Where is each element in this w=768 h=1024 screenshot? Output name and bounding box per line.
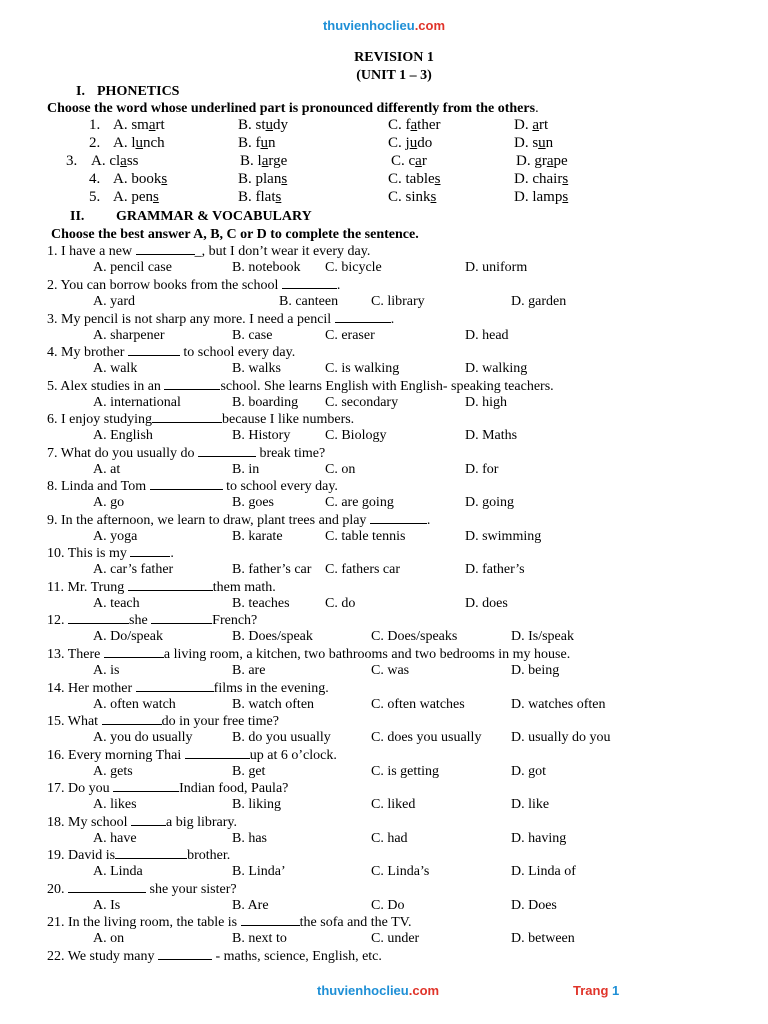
answer-option-c[interactable]: C. do: [325, 596, 356, 611]
question-text: [47, 681, 329, 697]
question-fragment: brother.: [187, 848, 231, 863]
section-grammar-heading: GRAMMAR & VOCABULARY: [116, 209, 312, 224]
answer-option-d[interactable]: D. Maths: [465, 428, 518, 443]
question-fragment: break time?: [256, 446, 326, 461]
question-fragment: a big library.: [166, 815, 238, 830]
question-text: [47, 815, 237, 831]
answer-blank[interactable]: [164, 379, 220, 390]
underlined-letters: s: [153, 189, 159, 205]
question-text: [47, 244, 370, 260]
answer-option-d[interactable]: D. going: [465, 495, 514, 510]
question-fragment: 22. We study many: [47, 949, 158, 964]
underlined-letters: s: [161, 171, 168, 187]
answer-option-a[interactable]: A. likes: [93, 797, 137, 812]
phonetics-option[interactable]: [238, 135, 276, 152]
option-text: D. gr: [516, 153, 547, 169]
option-text: pe: [553, 153, 568, 169]
underlined-letters: s: [562, 189, 569, 205]
question-fragment: to school every day.: [222, 479, 338, 494]
answer-blank[interactable]: [152, 412, 222, 423]
question-text: [47, 546, 174, 562]
footer-site[interactable]: [317, 983, 439, 998]
answer-option-b[interactable]: B. are: [232, 663, 266, 678]
option-text: B. flat: [238, 189, 276, 205]
question-fragment: up at 6 o’clock.: [249, 748, 337, 763]
option-text: r: [421, 153, 427, 169]
answer-blank[interactable]: [198, 446, 256, 457]
answer-option-a[interactable]: A. car’s father: [93, 562, 174, 577]
answer-option-a[interactable]: A. have: [93, 831, 137, 846]
underlined-letters: a: [532, 117, 540, 133]
answer-option-c[interactable]: C. are going: [325, 495, 394, 510]
answer-option-b[interactable]: B. boarding: [232, 395, 299, 410]
option-text: do: [417, 135, 433, 151]
underlined-letters: s: [275, 189, 282, 205]
question-text: [47, 513, 430, 529]
answer-option-b[interactable]: B. notebook: [232, 260, 301, 275]
underlined-letters: u: [265, 117, 274, 133]
option-text: D. lamp: [514, 189, 563, 205]
answer-blank[interactable]: [102, 714, 162, 725]
answer-option-a[interactable]: A. Is: [93, 898, 121, 913]
answer-blank[interactable]: [241, 915, 300, 926]
answer-option-b[interactable]: B. teaches: [232, 596, 290, 611]
answer-option-a[interactable]: A. sharpener: [93, 328, 165, 343]
answer-option-d[interactable]: D. being: [511, 663, 560, 678]
underlined-letters: u: [260, 135, 268, 151]
answer-option-d[interactable]: D. usually do you: [511, 730, 611, 745]
answer-blank[interactable]: [136, 244, 195, 255]
answer-option-a[interactable]: A. Do/speak: [93, 629, 163, 644]
phonetics-option[interactable]: [388, 171, 441, 188]
answer-option-c[interactable]: C. Does/speaks: [371, 629, 458, 644]
answer-option-a[interactable]: A. you do usually: [93, 730, 193, 745]
answer-option-c[interactable]: C. is walking: [325, 361, 400, 376]
option-text: nch: [143, 135, 165, 151]
answer-option-b[interactable]: B. karate: [232, 529, 283, 544]
answer-option-a[interactable]: A. Linda: [93, 864, 143, 879]
answer-blank[interactable]: [68, 882, 146, 893]
option-text: A. book: [113, 171, 162, 187]
answer-option-a[interactable]: A. pencil case: [93, 260, 172, 275]
question-fragment: 6. I enjoy studying: [47, 412, 152, 427]
answer-option-c[interactable]: C. Do: [371, 898, 405, 913]
answer-option-c[interactable]: C. table tennis: [325, 529, 406, 544]
answer-option-b[interactable]: B. watch often: [232, 697, 315, 712]
underlined-letters: a: [261, 153, 269, 169]
answer-option-a[interactable]: A. on: [93, 931, 125, 946]
question-text: [47, 714, 279, 730]
underlined-letters: a: [120, 153, 127, 169]
answer-option-c[interactable]: C. Biology: [325, 428, 387, 443]
question-fragment: 9. In the afternoon, we learn to draw, plant trees and play: [47, 513, 370, 528]
answer-option-b[interactable]: B. liking: [232, 797, 282, 812]
question-text: [47, 949, 382, 965]
phonetics-instruction: [47, 101, 539, 117]
question-text: [47, 647, 570, 663]
answer-option-c[interactable]: C. on: [325, 462, 356, 477]
site-name: thuvienhoclieu: [322, 18, 415, 33]
question-fragment: 5. Alex studies in an: [47, 379, 165, 394]
answer-option-b[interactable]: B. do you usually: [232, 730, 331, 745]
answer-option-a[interactable]: A. at: [93, 462, 121, 477]
section-phonetics-number: I.: [76, 84, 85, 99]
answer-option-d[interactable]: D. Does: [511, 898, 557, 913]
option-text: B. f: [238, 135, 261, 151]
question-text: [47, 345, 295, 361]
answer-option-b[interactable]: B. Linda’: [232, 864, 286, 879]
phonetics-item-number: 3.: [66, 153, 78, 169]
phonetics-option[interactable]: [238, 189, 281, 206]
phonetics-option[interactable]: [514, 135, 553, 152]
option-text: n: [268, 135, 276, 151]
phonetics-option[interactable]: [388, 189, 436, 206]
answer-option-a[interactable]: A. gets: [93, 764, 133, 779]
question-fragment: she: [129, 613, 152, 628]
answer-blank[interactable]: [68, 613, 129, 624]
option-text: C. sink: [388, 189, 431, 205]
option-text: B. l: [240, 153, 262, 169]
answer-option-d[interactable]: D. having: [511, 831, 567, 846]
question-text: [47, 748, 337, 764]
option-text: C. j: [388, 135, 410, 151]
question-fragment: she your sister?: [146, 882, 237, 897]
answer-option-d[interactable]: D. between: [511, 931, 575, 946]
answer-option-a[interactable]: A. is: [93, 663, 120, 678]
option-text: ther: [417, 117, 441, 133]
question-fragment: to school every day.: [179, 345, 296, 360]
site-tld: .com: [414, 18, 446, 33]
answer-option-a[interactable]: A. yard: [93, 294, 135, 309]
underlined-letters: s: [281, 171, 288, 187]
phonetics-option[interactable]: [113, 117, 165, 134]
option-text: B. plan: [238, 171, 282, 187]
answer-option-c[interactable]: C. often watches: [371, 697, 465, 712]
answer-option-b[interactable]: B. case: [232, 328, 273, 343]
phonetics-option[interactable]: [391, 153, 427, 170]
question-fragment: 3. My pencil is not sharp any more. I need a pencil: [47, 312, 335, 327]
phonetics-instruction-text: Choose the word whose underlined part is pronounced differently from the others: [47, 101, 536, 116]
answer-option-d[interactable]: D. does: [465, 596, 508, 611]
answer-option-b[interactable]: B. walks: [232, 361, 281, 376]
question-fragment: 16. Every morning Thai: [47, 748, 185, 763]
underlined-letters: s: [434, 171, 441, 187]
question-fragment: the sofa and the TV.: [299, 915, 412, 930]
option-text: B. st: [238, 117, 266, 133]
answer-option-b[interactable]: B. Does/speak: [232, 629, 313, 644]
answer-option-b[interactable]: B. next to: [232, 931, 287, 946]
answer-blank[interactable]: [151, 613, 212, 624]
question-fragment: 13. There: [47, 647, 104, 662]
question-text: [47, 882, 237, 898]
question-fragment: them math.: [212, 580, 276, 595]
question-text: [47, 781, 288, 797]
answer-option-d[interactable]: D. father’s: [465, 562, 525, 577]
option-text: A. l: [113, 135, 136, 151]
footer-site-name: thuvienhoclieu: [317, 983, 409, 998]
section-phonetics-heading: PHONETICS: [97, 84, 180, 99]
option-text: rt: [539, 117, 549, 133]
phonetics-option[interactable]: [388, 117, 441, 134]
answer-option-c[interactable]: C. liked: [371, 797, 416, 812]
answer-blank[interactable]: [185, 748, 250, 759]
answer-option-d[interactable]: D. for: [465, 462, 499, 477]
answer-option-d[interactable]: D. got: [511, 764, 546, 779]
answer-blank[interactable]: [335, 312, 391, 323]
site-header[interactable]: [0, 18, 768, 33]
footer-site-tld: .com: [408, 983, 440, 998]
phonetics-option[interactable]: [516, 153, 568, 170]
answer-option-c[interactable]: C. under: [371, 931, 420, 946]
phonetics-option[interactable]: [91, 153, 139, 170]
answer-option-d[interactable]: D. uniform: [465, 260, 528, 275]
underlined-letters: u: [135, 135, 143, 151]
question-fragment: .: [170, 546, 174, 561]
answer-blank[interactable]: [136, 681, 214, 692]
answer-option-d[interactable]: D. like: [511, 797, 550, 812]
answer-option-d[interactable]: D. swimming: [465, 529, 542, 544]
question-text: [47, 479, 338, 495]
question-text: [47, 312, 394, 328]
answer-blank[interactable]: [128, 580, 213, 591]
question-fragment: .: [426, 513, 431, 528]
phonetics-option[interactable]: [238, 117, 288, 134]
question-fragment: because I like numbers.: [222, 412, 355, 427]
question-fragment: French?: [212, 613, 258, 628]
phonetics-option[interactable]: [514, 117, 548, 134]
answer-option-b[interactable]: B. canteen: [279, 294, 339, 309]
answer-blank[interactable]: [131, 815, 166, 826]
answer-option-c[interactable]: C. does you usually: [371, 730, 482, 745]
question-text: [47, 848, 230, 864]
option-text: rge: [268, 153, 288, 169]
answer-option-a[interactable]: A. English: [93, 428, 153, 443]
answer-option-d[interactable]: D. walking: [465, 361, 528, 376]
answer-option-c[interactable]: C. is getting: [371, 764, 440, 779]
phonetics-option[interactable]: [113, 189, 159, 206]
question-fragment: 10. This is my: [47, 546, 131, 561]
phonetics-item-number: 1.: [89, 117, 101, 133]
answer-option-a[interactable]: A. go: [93, 495, 125, 510]
option-text: A. pen: [113, 189, 153, 205]
question-fragment: _, but I don’t wear it every day.: [194, 244, 371, 259]
answer-option-c[interactable]: C. was: [371, 663, 410, 678]
question-fragment: 18. My school: [47, 815, 131, 830]
answer-option-b[interactable]: B. father’s car: [232, 562, 312, 577]
underlined-letters: s: [430, 189, 437, 205]
answer-option-b[interactable]: B. Are: [232, 898, 269, 913]
answer-option-a[interactable]: A. international: [93, 395, 181, 410]
question-fragment: 12.: [47, 613, 68, 628]
footer-page-label: Trang: [573, 983, 609, 998]
phonetics-option[interactable]: [238, 171, 287, 188]
answer-blank[interactable]: [113, 781, 179, 792]
option-text: D. chair: [514, 171, 563, 187]
grammar-instruction: Choose the best answer A, B, C or D to complete the sentence.: [51, 227, 419, 242]
phonetics-item-number: 4.: [89, 171, 101, 187]
phonetics-option[interactable]: [113, 135, 165, 152]
answer-blank[interactable]: [282, 278, 337, 289]
question-fragment: 2. You can borrow books from the school: [47, 278, 282, 293]
question-fragment: school. She learns English with English- speaking teachers.: [220, 379, 554, 394]
answer-option-c[interactable]: C. eraser: [325, 328, 375, 343]
option-text: A. sm: [113, 117, 149, 133]
page-title: REVISION 1: [354, 50, 434, 65]
question-fragment: 7. What do you usually do: [47, 446, 199, 461]
option-text: dy: [273, 117, 289, 133]
option-text: C. c: [391, 153, 416, 169]
answer-option-d[interactable]: D. Linda of: [511, 864, 576, 879]
page-subtitle: (UNIT 1 – 3): [356, 68, 432, 83]
option-text: D. s: [514, 135, 539, 151]
answer-option-a[interactable]: A. yoga: [93, 529, 138, 544]
phonetics-instruction-end: .: [535, 101, 539, 116]
question-fragment: 21. In the living room, the table is: [47, 915, 241, 930]
question-fragment: .: [336, 278, 341, 293]
question-fragment: 17. Do you: [47, 781, 114, 796]
question-fragment: 4. My brother: [47, 345, 128, 360]
answer-blank[interactable]: [115, 848, 187, 859]
answer-blank[interactable]: [104, 647, 164, 658]
option-text: n: [545, 135, 554, 151]
answer-option-a[interactable]: A. often watch: [93, 697, 176, 712]
answer-option-b[interactable]: B. has: [232, 831, 267, 846]
underlined-letters: a: [410, 117, 418, 133]
option-text: ss: [126, 153, 139, 169]
question-text: [47, 915, 412, 931]
answer-blank[interactable]: [150, 479, 223, 490]
answer-option-c[interactable]: C. bicycle: [325, 260, 382, 275]
answer-option-b[interactable]: B. goes: [232, 495, 274, 510]
question-fragment: .: [390, 312, 395, 327]
answer-option-c[interactable]: C. fathers car: [325, 562, 401, 577]
question-fragment: 19. David is: [47, 848, 116, 863]
option-text: A. cl: [91, 153, 121, 169]
answer-option-c[interactable]: C. secondary: [325, 395, 399, 410]
question-text: [47, 613, 257, 629]
option-text: C. f: [388, 117, 411, 133]
answer-option-a[interactable]: A. walk: [93, 361, 138, 376]
question-fragment: - maths, science, English, etc.: [212, 949, 382, 964]
phonetics-item-number: 5.: [89, 189, 101, 205]
answer-option-b[interactable]: B. get: [232, 764, 266, 779]
question-fragment: 14. Her mother: [47, 681, 136, 696]
answer-option-b[interactable]: B. History: [232, 428, 291, 443]
question-fragment: a living room, a kitchen, two bathrooms and two bedrooms in my house.: [163, 647, 571, 662]
answer-option-c[interactable]: C. library: [371, 294, 425, 309]
option-text: C. table: [388, 171, 435, 187]
section-grammar-number: II.: [70, 209, 85, 224]
question-text: [47, 379, 554, 395]
question-fragment: Indian food, Paula?: [179, 781, 289, 796]
answer-option-d[interactable]: D. head: [465, 328, 509, 343]
answer-blank[interactable]: [130, 546, 170, 557]
question-text: [47, 412, 354, 428]
answer-option-d[interactable]: D. high: [465, 395, 507, 410]
footer-page: [573, 983, 619, 998]
question-fragment: 1. I have a new: [47, 244, 136, 259]
option-text: rt: [155, 117, 165, 133]
question-fragment: films in the evening.: [213, 681, 329, 696]
option-text: D.: [514, 117, 533, 133]
phonetics-option[interactable]: [514, 189, 568, 206]
underlined-letters: u: [409, 135, 418, 151]
phonetics-option[interactable]: [388, 135, 432, 152]
answer-option-d[interactable]: D. garden: [511, 294, 567, 309]
question-fragment: 15. What: [47, 714, 102, 729]
question-fragment: 8. Linda and Tom: [47, 479, 150, 494]
phonetics-item-number: 2.: [89, 135, 101, 151]
answer-option-c[interactable]: C. Linda’s: [371, 864, 430, 879]
phonetics-option[interactable]: [240, 153, 287, 170]
phonetics-option[interactable]: [514, 171, 568, 188]
underlined-letters: s: [562, 171, 569, 187]
answer-blank[interactable]: [370, 513, 427, 524]
answer-option-c[interactable]: C. had: [371, 831, 408, 846]
underlined-letters: a: [415, 153, 422, 169]
phonetics-option[interactable]: [113, 171, 167, 188]
underlined-letters: a: [148, 117, 156, 133]
answer-blank[interactable]: [128, 345, 180, 356]
question-fragment: do in your free time?: [161, 714, 279, 729]
underlined-letters: a: [546, 153, 554, 169]
underlined-letters: u: [538, 135, 546, 151]
answer-option-d[interactable]: D. Is/speak: [511, 629, 574, 644]
question-text: [47, 278, 340, 294]
question-text: [47, 580, 276, 596]
question-fragment: 20.: [47, 882, 68, 897]
question-text: [47, 446, 325, 462]
question-fragment: 11. Mr. Trung: [47, 580, 128, 595]
answer-option-b[interactable]: B. in: [232, 462, 260, 477]
answer-blank[interactable]: [158, 949, 212, 960]
answer-option-a[interactable]: A. teach: [93, 596, 140, 611]
footer-page-number: 1: [612, 983, 620, 998]
answer-option-d[interactable]: D. watches often: [511, 697, 606, 712]
